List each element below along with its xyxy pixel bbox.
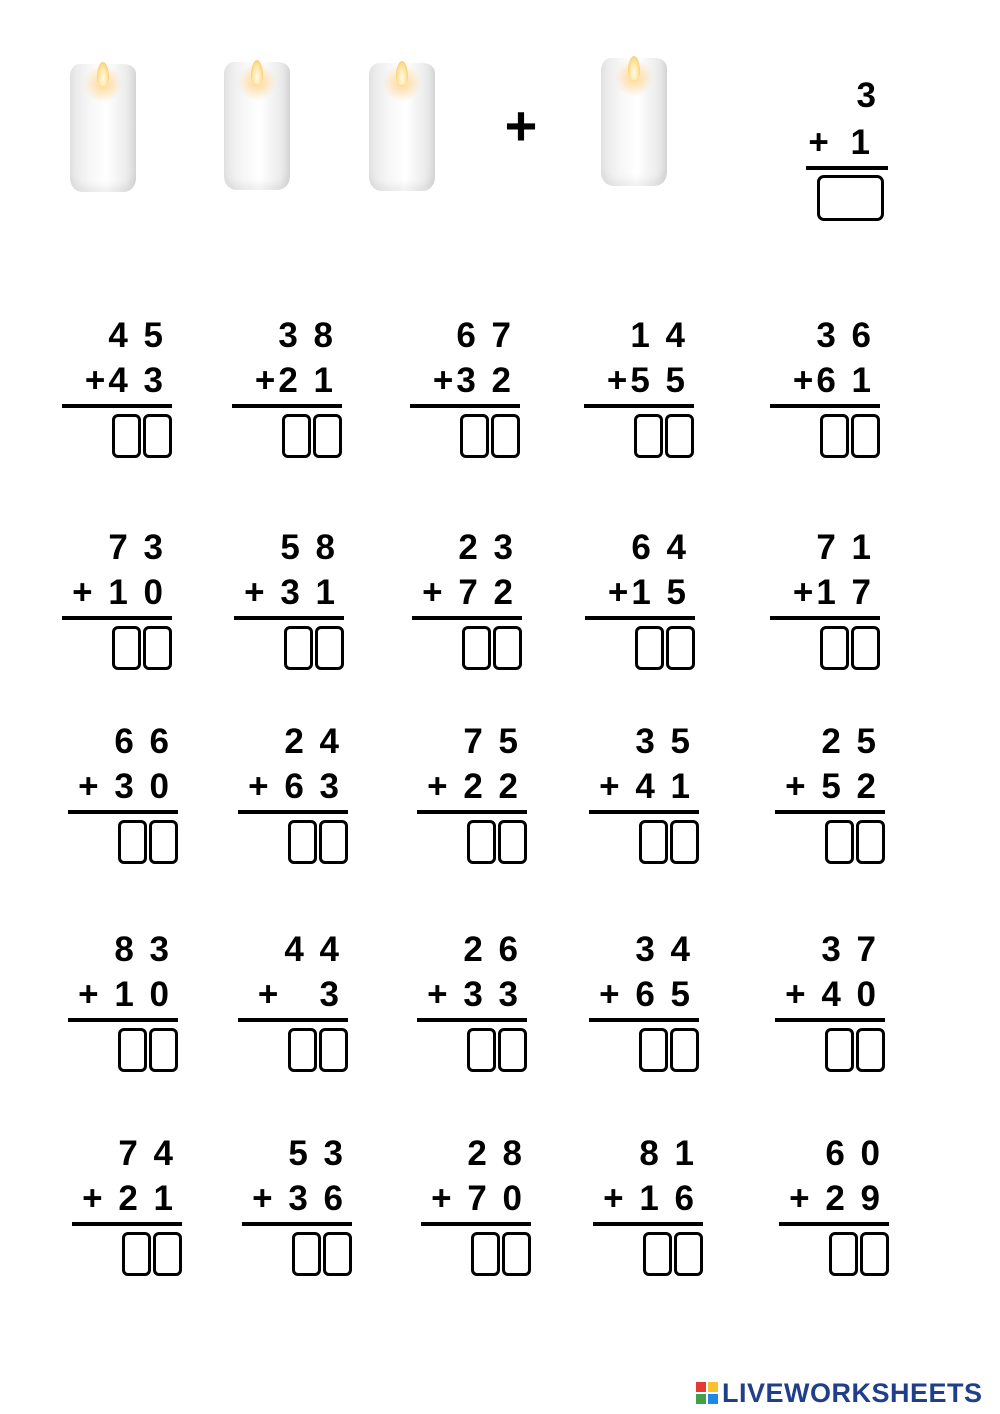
answer-box-ones[interactable]	[498, 1028, 527, 1072]
answer-boxes	[467, 1028, 527, 1072]
answer-box-ones[interactable]	[323, 1232, 352, 1276]
sum-line	[62, 616, 172, 620]
answer-box-ones[interactable]	[143, 414, 172, 458]
top-number: 8 3	[114, 930, 172, 969]
sum-line	[770, 404, 880, 408]
bottom-number: +5 5	[606, 361, 688, 400]
answer-boxes	[112, 626, 172, 670]
answer-box-tens[interactable]	[829, 1232, 858, 1276]
addition-problem	[62, 318, 172, 458]
addition-problem	[417, 724, 527, 864]
sum-line	[775, 810, 885, 814]
sum-line	[232, 404, 342, 408]
addition-problem	[770, 318, 880, 458]
bottom-number: + 1 0	[78, 975, 172, 1014]
sum-line	[410, 404, 520, 408]
addition-problem	[779, 1136, 889, 1276]
answer-boxes	[471, 1232, 531, 1276]
answer-boxes	[820, 626, 880, 670]
sum-line	[589, 810, 699, 814]
answer-boxes	[829, 1232, 889, 1276]
answer-box-tens[interactable]	[122, 1232, 151, 1276]
answer-box-ones[interactable]	[851, 414, 880, 458]
example-problem	[806, 78, 888, 228]
top-number: 6 7	[456, 316, 514, 355]
bottom-number: + 3 1	[244, 573, 338, 612]
bottom-number: + 3 3	[427, 975, 521, 1014]
candle-image	[369, 57, 435, 191]
bottom-number: + 3	[257, 975, 342, 1014]
top-number: 5 3	[288, 1134, 346, 1173]
sum-line	[234, 616, 344, 620]
answer-box-ones[interactable]	[315, 626, 344, 670]
bottom-number: +4 3	[84, 361, 166, 400]
addition-problem	[68, 724, 178, 864]
bottom-number: + 2 9	[789, 1179, 883, 1218]
sum-line	[238, 1018, 348, 1022]
top-number: 3 4	[635, 930, 693, 969]
top-number: 7 4	[118, 1134, 176, 1173]
bottom-number: + 3 6	[252, 1179, 346, 1218]
answer-boxes	[284, 626, 344, 670]
answer-boxes	[118, 820, 178, 864]
bottom-number: + 6 5	[599, 975, 693, 1014]
bottom-number: +2 1	[254, 361, 336, 400]
answer-box-ones[interactable]	[319, 820, 348, 864]
answer-box-tens[interactable]	[288, 1028, 317, 1072]
answer-box-tens[interactable]	[639, 1028, 668, 1072]
top-number: 5 8	[280, 528, 338, 567]
answer-boxes	[122, 1232, 182, 1276]
bottom-number: + 3 0	[78, 767, 172, 806]
answer-box-ones[interactable]	[860, 1232, 889, 1276]
addition-problem	[770, 530, 880, 670]
answer-boxes	[292, 1232, 352, 1276]
answer-box-tens[interactable]	[634, 414, 663, 458]
sum-line	[238, 810, 348, 814]
answer-box-ones[interactable]	[665, 414, 694, 458]
bottom-number: +3 2	[432, 361, 514, 400]
sum-line	[770, 616, 880, 620]
answer-box-tens[interactable]	[825, 820, 854, 864]
sum-line	[68, 810, 178, 814]
answer-boxes	[639, 820, 699, 864]
top-number: 4 4	[284, 930, 342, 969]
answer-boxes	[825, 1028, 885, 1072]
answer-box-tens[interactable]	[112, 414, 141, 458]
answer-box-tens[interactable]	[820, 414, 849, 458]
answer-boxes	[643, 1232, 703, 1276]
bottom-number: +6 1	[792, 361, 874, 400]
answer-boxes	[460, 414, 520, 458]
sum-line	[417, 810, 527, 814]
addition-problem	[412, 530, 522, 670]
top-number: 6 6	[114, 722, 172, 761]
addition-problem	[62, 530, 172, 670]
top-number: 3 5	[635, 722, 693, 761]
top-number: 7 3	[108, 528, 166, 567]
top-number: 4 5	[108, 316, 166, 355]
answer-boxes	[462, 626, 522, 670]
top-number: 2 3	[458, 528, 516, 567]
addition-problem	[68, 932, 178, 1072]
sum-line	[779, 1222, 889, 1226]
answer-box-ones[interactable]	[153, 1232, 182, 1276]
sum-line	[72, 1222, 182, 1226]
answer-boxes	[467, 820, 527, 864]
answer-box-tens[interactable]	[643, 1232, 672, 1276]
answer-box[interactable]	[817, 175, 884, 221]
top-number: 2 8	[467, 1134, 525, 1173]
addition-problem	[775, 932, 885, 1072]
flame-icon	[628, 56, 640, 80]
top-number: 2 5	[821, 722, 879, 761]
sum-line	[589, 1018, 699, 1022]
top-number: 3 8	[278, 316, 336, 355]
answer-box-ones[interactable]	[498, 820, 527, 864]
answer-box-ones[interactable]	[666, 626, 695, 670]
addition-problem	[234, 530, 344, 670]
answer-boxes	[634, 414, 694, 458]
answer-box-tens[interactable]	[284, 626, 313, 670]
bottom-number: + 7 2	[422, 573, 516, 612]
answer-box-tens[interactable]	[467, 820, 496, 864]
answer-boxes	[112, 414, 172, 458]
sum-line	[593, 1222, 703, 1226]
answer-box-tens[interactable]	[462, 626, 491, 670]
answer-box-ones[interactable]	[313, 414, 342, 458]
bottom-number: + 2 1	[82, 1179, 176, 1218]
bottom-number: + 7 0	[431, 1179, 525, 1218]
answer-box-tens[interactable]	[292, 1232, 321, 1276]
addition-problem	[775, 724, 885, 864]
answer-box-ones[interactable]	[670, 1028, 699, 1072]
logo-icon	[696, 1382, 718, 1404]
answer-box-ones[interactable]	[149, 1028, 178, 1072]
bottom-number: + 4 1	[599, 767, 693, 806]
bottom-number: + 2 2	[427, 767, 521, 806]
answer-box-ones[interactable]	[319, 1028, 348, 1072]
answer-box-ones[interactable]	[856, 1028, 885, 1072]
answer-box-ones[interactable]	[502, 1232, 531, 1276]
logo-text: LIVEWORKSHEETS	[722, 1377, 983, 1408]
bottom-number: +1 7	[792, 573, 874, 612]
addition-problem	[585, 530, 695, 670]
addition-problem	[410, 318, 520, 458]
answer-box-tens[interactable]	[118, 820, 147, 864]
top-number: 7 5	[463, 722, 521, 761]
top-number: 3 6	[816, 316, 874, 355]
sum-line	[242, 1222, 352, 1226]
addition-problem	[421, 1136, 531, 1276]
liveworksheets-logo	[696, 1378, 983, 1408]
answer-boxes	[820, 414, 880, 458]
top-number: 2 4	[284, 722, 342, 761]
top-number: 2 6	[463, 930, 521, 969]
answer-box-ones[interactable]	[856, 820, 885, 864]
top-number: 6 0	[825, 1134, 883, 1173]
candle-image	[70, 58, 136, 192]
answer-box-tens[interactable]	[471, 1232, 500, 1276]
answer-box-ones[interactable]	[143, 626, 172, 670]
bottom-number: + 1 0	[72, 573, 166, 612]
answer-boxes	[118, 1028, 178, 1072]
plus-sign: +	[504, 94, 538, 157]
sum-line	[421, 1222, 531, 1226]
answer-boxes	[635, 626, 695, 670]
addition-problem	[232, 318, 342, 458]
answer-box-ones[interactable]	[491, 414, 520, 458]
addition-problem	[72, 1136, 182, 1276]
answer-boxes	[282, 414, 342, 458]
flame-icon	[251, 60, 263, 84]
answer-box-tens[interactable]	[118, 1028, 147, 1072]
addition-problem	[589, 932, 699, 1072]
answer-box-ones[interactable]	[670, 820, 699, 864]
answer-box-tens[interactable]	[282, 414, 311, 458]
sum-line	[584, 404, 694, 408]
bottom-number: +1 5	[607, 573, 689, 612]
answer-box-ones[interactable]	[493, 626, 522, 670]
candle-image	[601, 52, 667, 186]
answer-boxes	[639, 1028, 699, 1072]
bottom-number: + 6 3	[248, 767, 342, 806]
sum-line	[62, 404, 172, 408]
addition-problem	[417, 932, 527, 1072]
answer-box-tens[interactable]	[825, 1028, 854, 1072]
flame-icon	[396, 61, 408, 85]
sum-line	[585, 616, 695, 620]
answer-boxes	[288, 820, 348, 864]
answer-box-tens[interactable]	[820, 626, 849, 670]
addition-problem	[593, 1136, 703, 1276]
answer-box-tens[interactable]	[467, 1028, 496, 1072]
sum-line	[412, 616, 522, 620]
answer-box-tens[interactable]	[460, 414, 489, 458]
addition-problem	[238, 724, 348, 864]
flame-icon	[97, 62, 109, 86]
sum-line	[68, 1018, 178, 1022]
addition-problem	[238, 932, 348, 1072]
top-number: 8 1	[639, 1134, 697, 1173]
answer-box-tens[interactable]	[112, 626, 141, 670]
answer-boxes	[288, 1028, 348, 1072]
bottom-number: + 1 6	[603, 1179, 697, 1218]
top-number: 3 7	[821, 930, 879, 969]
answer-box-ones[interactable]	[851, 626, 880, 670]
top-number: 1 4	[630, 316, 688, 355]
addition-problem	[584, 318, 694, 458]
sum-line	[417, 1018, 527, 1022]
bottom-number: + 5 2	[785, 767, 879, 806]
answer-box-tens[interactable]	[288, 820, 317, 864]
candle-image	[224, 56, 290, 190]
answer-box-ones[interactable]	[674, 1232, 703, 1276]
example-top-number: 3	[856, 76, 876, 115]
example-bottom-number: + 1	[808, 123, 876, 162]
sum-line	[775, 1018, 885, 1022]
sum-line	[806, 166, 888, 170]
addition-problem	[589, 724, 699, 864]
top-number: 6 4	[631, 528, 689, 567]
addition-problem	[242, 1136, 352, 1276]
bottom-number: + 4 0	[785, 975, 879, 1014]
answer-boxes	[825, 820, 885, 864]
answer-box-tens[interactable]	[639, 820, 668, 864]
top-number: 7 1	[816, 528, 874, 567]
answer-box-ones[interactable]	[149, 820, 178, 864]
answer-box-tens[interactable]	[635, 626, 664, 670]
